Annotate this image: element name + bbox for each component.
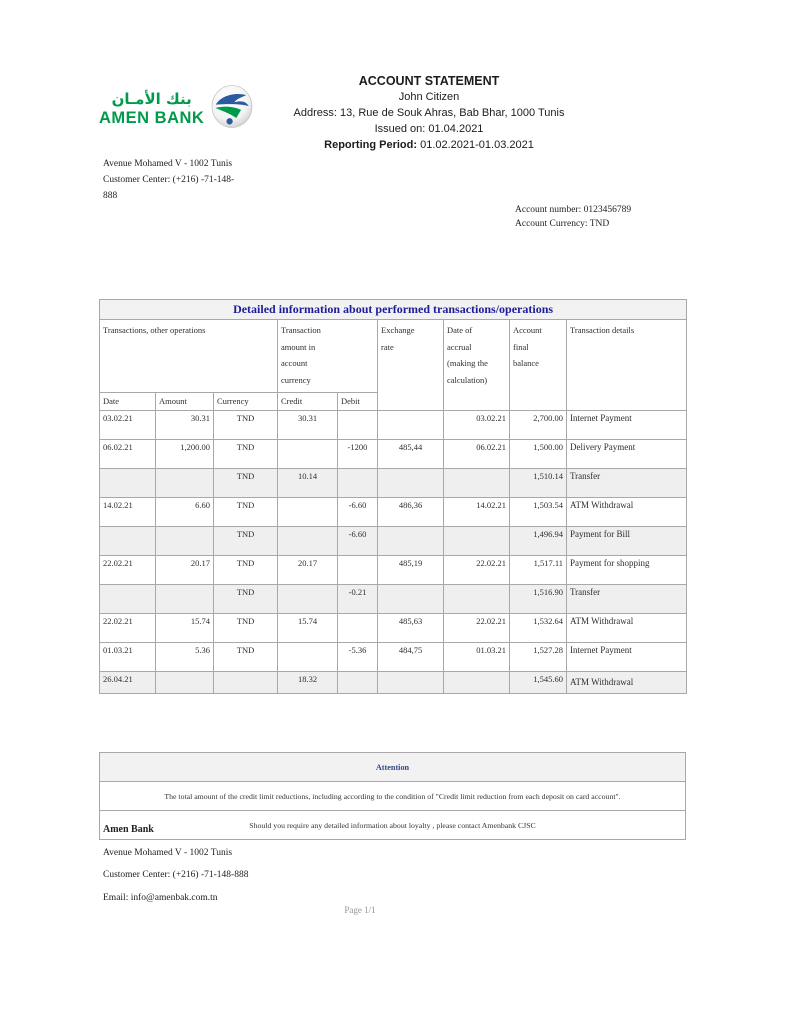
cell-details: Payment for Bill: [567, 527, 687, 556]
cell-credit: 20.17: [278, 556, 338, 585]
cell-rate: 485,44: [378, 440, 444, 469]
cell-currency: TND: [214, 614, 278, 643]
cell-debit: [338, 614, 378, 643]
cell-accrual: 22.02.21: [444, 614, 510, 643]
cell-date: [100, 527, 156, 556]
cell-amount: 1,200.00: [156, 440, 214, 469]
col-header-debit: Debit: [338, 393, 378, 411]
cell-details: Internet Payment: [567, 411, 687, 440]
table-row: [100, 672, 687, 694]
cell-debit: -5.36: [338, 643, 378, 672]
account-info-block: [515, 204, 631, 231]
issued-date: Issued on: 01.04.2021: [374, 123, 484, 135]
col-header-exchange: Exchange rate: [378, 320, 444, 411]
cell-accrual: 03.02.21: [444, 411, 510, 440]
cell-details: Payment for shopping: [567, 556, 687, 585]
cell-rate: [378, 672, 444, 694]
cell-date: 01.03.21: [100, 643, 156, 672]
col-header-balance: Account final balance: [510, 320, 567, 411]
cell-amount: 6.60: [156, 498, 214, 527]
reporting-period-label: Reporting Period:: [324, 139, 418, 151]
cell-date: 26.04.21: [100, 672, 156, 694]
cell-amount: [156, 585, 214, 614]
cell-rate: [378, 411, 444, 440]
cell-currency: TND: [214, 440, 278, 469]
cell-currency: TND: [214, 527, 278, 556]
bank-customer-center: Customer Center: (+216) -71-148-888: [103, 175, 235, 201]
cell-rate: [378, 527, 444, 556]
cell-accrual: [444, 585, 510, 614]
cell-details: Delivery Payment: [567, 440, 687, 469]
cell-date: [100, 585, 156, 614]
attention-row: [100, 782, 686, 811]
table-row: [100, 411, 687, 440]
cell-balance: 1,500.00: [510, 440, 567, 469]
cell-details: Transfer: [567, 469, 687, 498]
cell-details: ATM Withdrawal: [567, 672, 687, 694]
cell-rate: [378, 469, 444, 498]
cell-rate: 485,19: [378, 556, 444, 585]
cell-credit: [278, 440, 338, 469]
footer-email: Email: info@amenbak.com.tn: [103, 892, 218, 903]
table-row: [100, 614, 687, 643]
cell-accrual: [444, 672, 510, 694]
cell-date: 14.02.21: [100, 498, 156, 527]
cell-amount: [156, 527, 214, 556]
bank-name-latin: AMEN BANK: [99, 109, 205, 128]
bank-address-block: [103, 156, 239, 204]
cell-debit: -6.60: [338, 498, 378, 527]
col-header-credit: Credit: [278, 393, 338, 411]
cell-accrual: 06.02.21: [444, 440, 510, 469]
cell-accrual: [444, 469, 510, 498]
cell-credit: 30.31: [278, 411, 338, 440]
table-row: [100, 440, 687, 469]
cell-balance: 2,700.00: [510, 411, 567, 440]
cell-balance: 1,516.90: [510, 585, 567, 614]
customer-name: John Citizen: [398, 91, 460, 103]
cell-credit: 15.74: [278, 614, 338, 643]
col-group-transactions: Transactions, other operations: [100, 320, 278, 393]
table-row: [100, 643, 687, 672]
col-header-details: Transaction details: [567, 320, 687, 411]
cell-balance: 1,517.11: [510, 556, 567, 585]
cell-balance: 1,545.60: [510, 672, 567, 694]
cell-amount: [156, 469, 214, 498]
cell-amount: [156, 672, 214, 694]
cell-details: ATM Withdrawal: [567, 498, 687, 527]
table-row: [100, 469, 687, 498]
cell-debit: [338, 469, 378, 498]
cell-date: 22.02.21: [100, 614, 156, 643]
cell-credit: 18.32: [278, 672, 338, 694]
cell-date: 22.02.21: [100, 556, 156, 585]
table-row: [100, 556, 687, 585]
cell-debit: [338, 556, 378, 585]
cell-amount: 5.36: [156, 643, 214, 672]
attention-line1: The total amount of the credit limit reductions, including according to the condition of "Credit limit reduction from each deposit on card account".: [100, 782, 686, 811]
customer-address: Address: 13, Rue de Souk Ahras, Bab Bhar, 1000 Tunis: [293, 107, 565, 119]
cell-rate: 486,36: [378, 498, 444, 527]
attention-title: Attention: [100, 753, 686, 782]
cell-amount: 30.31: [156, 411, 214, 440]
bank-name-arabic: بنك الأمـان: [111, 89, 192, 108]
reporting-period-value: 01.02.2021-01.03.2021: [417, 139, 534, 151]
cell-credit: [278, 498, 338, 527]
cell-accrual: 01.03.21: [444, 643, 510, 672]
cell-rate: 484,75: [378, 643, 444, 672]
cell-currency: TND: [214, 411, 278, 440]
attention-header-row: [100, 753, 686, 782]
cell-credit: [278, 585, 338, 614]
table-group-header-row: [100, 320, 687, 393]
cell-date: [100, 469, 156, 498]
cell-debit: [338, 411, 378, 440]
account-number: Account number: 0123456789: [515, 205, 632, 215]
cell-accrual: [444, 527, 510, 556]
cell-credit: [278, 643, 338, 672]
cell-currency: [214, 672, 278, 694]
page-number: Page 1/1: [344, 905, 376, 915]
table-row: [100, 498, 687, 527]
cell-date: 03.02.21: [100, 411, 156, 440]
cell-balance: 1,527.28: [510, 643, 567, 672]
statement-title: ACCOUNT STATEMENT: [358, 74, 500, 88]
cell-details: ATM Withdrawal: [567, 614, 687, 643]
transactions-table: [99, 299, 687, 694]
footer-bank-name: Amen Bank: [103, 824, 154, 835]
statement-header: [99, 73, 759, 153]
transactions-body: [100, 411, 687, 694]
footer-block: [103, 819, 248, 909]
cell-currency: TND: [214, 643, 278, 672]
table-row: [100, 527, 687, 556]
col-header-currency: Currency: [214, 393, 278, 411]
account-currency: Account Currency: TND: [515, 218, 610, 229]
reporting-period: [99, 137, 759, 153]
cell-currency: TND: [214, 498, 278, 527]
cell-credit: 10.14: [278, 469, 338, 498]
cell-debit: -6.60: [338, 527, 378, 556]
cell-rate: [378, 585, 444, 614]
table-row: [100, 585, 687, 614]
footer-address: Avenue Mohamed V - 1002 Tunis: [103, 847, 233, 858]
cell-amount: 15.74: [156, 614, 214, 643]
cell-accrual: 22.02.21: [444, 556, 510, 585]
table-title: Detailed information about performed transactions/operations: [100, 300, 687, 320]
cell-credit: [278, 527, 338, 556]
cell-debit: -0.21: [338, 585, 378, 614]
cell-debit: [338, 672, 378, 694]
col-group-amount: Transaction amount in account currency: [278, 320, 378, 393]
col-header-date: Date: [100, 393, 156, 411]
cell-balance: 1,532.64: [510, 614, 567, 643]
cell-balance: 1,503.54: [510, 498, 567, 527]
cell-debit: -1200: [338, 440, 378, 469]
cell-date: 06.02.21: [100, 440, 156, 469]
cell-balance: 1,496.94: [510, 527, 567, 556]
col-header-amount: Amount: [156, 393, 214, 411]
cell-balance: 1,510.14: [510, 469, 567, 498]
cell-rate: 485,63: [378, 614, 444, 643]
cell-details: Internet Payment: [567, 643, 687, 672]
cell-accrual: 14.02.21: [444, 498, 510, 527]
col-header-accrual: Date of accrual (making the calculation): [444, 320, 510, 411]
table-title-row: [100, 300, 687, 320]
cell-currency: TND: [214, 469, 278, 498]
footer-customer-center: Customer Center: (+216) -71-148-888: [103, 870, 249, 880]
bank-street: Avenue Mohamed V - 1002 Tunis: [103, 159, 233, 169]
attention-line2: Should you require any detailed information about loyalty , please contact Amenbank CJSC: [100, 811, 686, 840]
cell-currency: TND: [214, 585, 278, 614]
cell-details: Transfer: [567, 585, 687, 614]
cell-currency: TND: [214, 556, 278, 585]
cell-amount: 20.17: [156, 556, 214, 585]
